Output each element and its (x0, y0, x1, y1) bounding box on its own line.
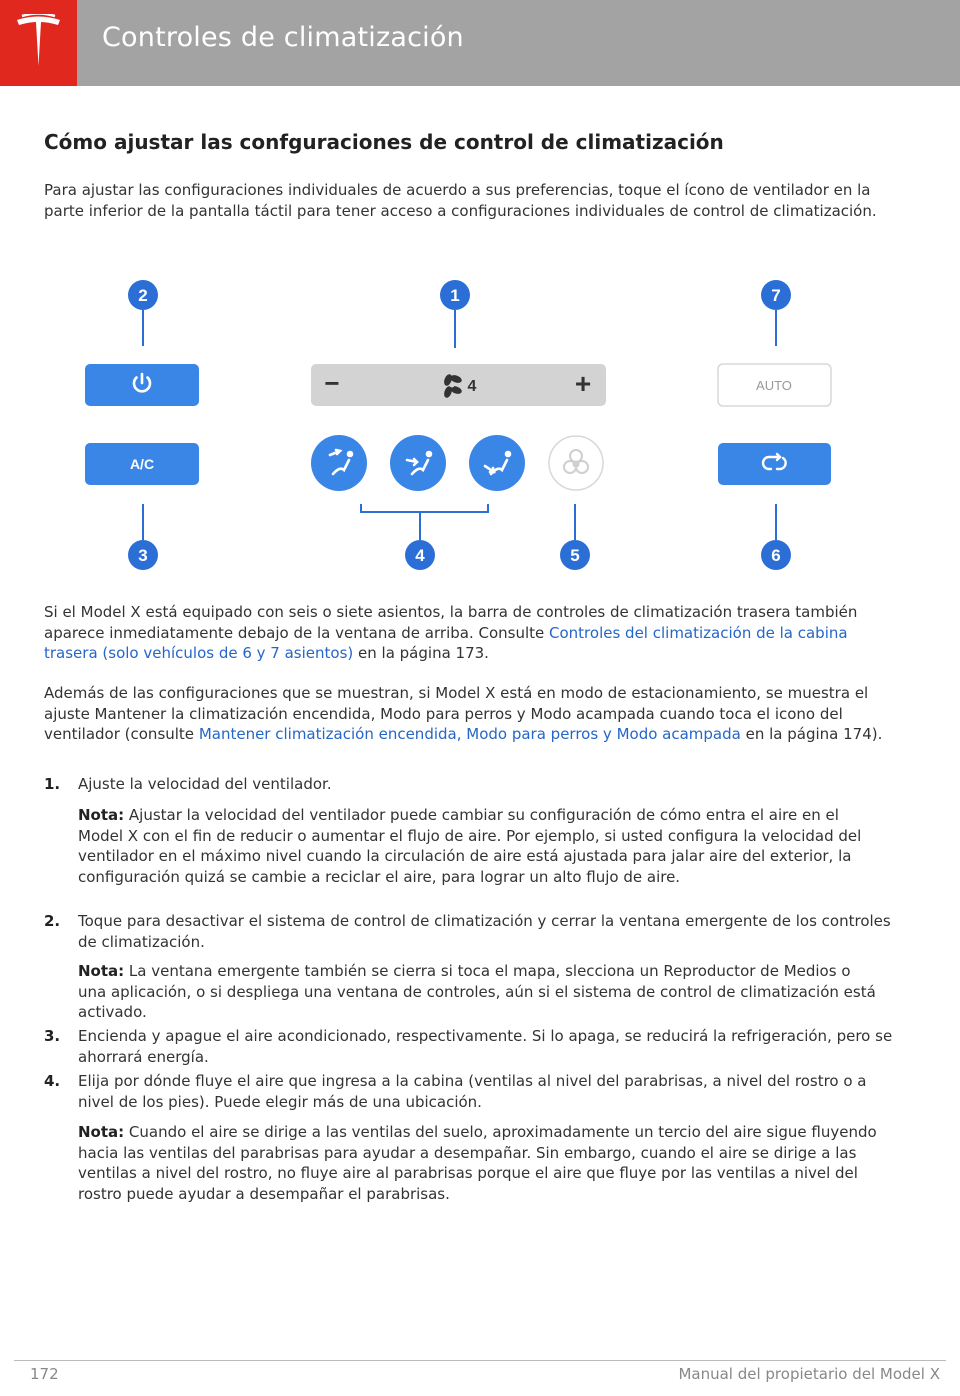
bioweapon-defense-button (549, 436, 603, 490)
fan-plus-label: + (574, 368, 592, 399)
callout-6-label: 6 (771, 546, 781, 565)
airflow-windshield-button (311, 435, 367, 491)
callout-7 (761, 280, 791, 310)
list-number: 3. (44, 1027, 61, 1045)
paragraph-text: Si el Model X está equipado con seis o siete asientos, la barra de controles de climatización trasera también aparece inmediatamente debajo de la ventana de arriba. Consulte (44, 603, 858, 642)
paragraph-text: en la página 174). (740, 725, 883, 743)
list-number: 2. (44, 912, 61, 930)
list-text: Ajuste la velocidad del ventilador. (78, 775, 332, 793)
paragraph-text: en la página 173. (353, 644, 489, 662)
note-label: Nota: (78, 1123, 125, 1141)
paragraph-rear-controls (44, 602, 904, 664)
airflow-face-button (390, 435, 446, 491)
list-number: 1. (44, 775, 61, 793)
list-text: Encienda y apague el aire acondicionado, respectivamente. Si lo apaga, se reducirá la refrigeración, pero se ahorrará energía. (78, 1027, 893, 1066)
callout-1-label: 1 (450, 286, 460, 305)
fan-speed-bar (311, 364, 606, 406)
callout-5-label: 5 (570, 546, 580, 565)
list-item (44, 1026, 904, 1067)
list-item (44, 774, 904, 795)
link-keep-climate-on[interactable]: Mantener climatización encendida, Modo para perros y Modo acampada (198, 725, 741, 743)
list-text: Toque para desactivar el sistema de control de climatización y cerrar la ventana emergente de los controles de climatización. (78, 912, 891, 951)
ac-button (85, 443, 199, 485)
list-text: Elija por dónde fluye el aire que ingresa a la cabina (ventilas al nivel del parabrisas, a nivel del rostro o a nivel de los pies). Puede elegir más de una ubicación. (78, 1072, 867, 1111)
callout-4 (405, 540, 435, 570)
note-fan-speed (78, 805, 878, 887)
callout-2-label: 2 (138, 286, 148, 305)
callout-7-label: 7 (771, 286, 781, 305)
callout-2 (128, 280, 158, 310)
auto-button (718, 364, 831, 406)
link-rear-climate-controls[interactable]: Controles del climatización de la cabina trasera (solo vehículos de 6 y 7 asientos) (44, 623, 848, 662)
callout-6 (761, 540, 791, 570)
note-label: Nota: (78, 962, 125, 980)
page-header (0, 0, 960, 86)
intro-paragraph: Para ajustar las configuraciones individuales de acuerdo a sus preferencias, toque el ícono de ventilador en la parte inferior de la pantalla táctil para tener acceso a configuraciones individuales de control de climatización. (44, 181, 877, 220)
power-button (85, 364, 199, 406)
recirculate-button (718, 443, 831, 485)
climate-controls-diagram (0, 270, 960, 580)
list-number: 4. (44, 1072, 61, 1090)
list-item (44, 1071, 904, 1112)
fan-level: 4 (467, 378, 477, 395)
airflow-feet-button (469, 435, 525, 491)
footer-divider (14, 1360, 946, 1361)
note-popup-close (78, 961, 878, 1023)
ac-label: A/C (129, 456, 155, 472)
paragraph-text: Además de las configuraciones que se muestran, si Model X está en modo de estacionamiento, se muestra el ajuste Mantener la climatización encendida, Modo para perros y Modo acampada cuando toca el icono del ventilador (consulte (44, 684, 869, 743)
footer-manual-title: Manual del propietario del Model X (678, 1365, 940, 1383)
callout-1 (440, 280, 470, 310)
tesla-logo-icon (14, 14, 63, 72)
note-text: La ventana emergente también se cierra si toca el mapa, slecciona un Reproductor de Medios o una aplicación, o si despliega una ventana de controles, aún si el sistema de control de climatización está activado. (78, 962, 876, 1021)
brand-logo-box (0, 0, 77, 86)
note-label: Nota: (78, 806, 125, 824)
list-item (44, 911, 904, 952)
note-text: Ajustar la velocidad del ventilador puede cambiar su configuración de cómo entra el aire en el Model X con el fin de reducir o aumentar el flujo de aire. Por ejemplo, si usted configura la velocidad del ventilador en el máximo nivel cuando la circulación de aire está ajustada para jalar aire del exterior, la configuración quizá se cambie a reciclar el aire, para lograr un alto flujo de aire. (78, 806, 862, 886)
note-text: Cuando el aire se dirige a las ventilas del suelo, aproximadamente un tercio del aire sigue fluyendo hacia las ventilas del parabrisas para ayudar a desempañar. Sin embargo, cuando el aire se dirige a las ventilas a nivel del rostro, no fluye aire al parabrisas porque el aire que fluye por las ventilas a nivel del rostro puede ayudar a desempañar el parabrisas. (78, 1123, 877, 1203)
note-floor-vents (78, 1122, 878, 1204)
page-number: 172 (30, 1365, 59, 1383)
callout-4-label: 4 (415, 546, 425, 565)
fan-minus-label: − (324, 368, 340, 398)
section-title: Cómo ajustar las confguraciones de control de climatización (44, 130, 724, 154)
callout-3 (128, 540, 158, 570)
auto-label: AUTO (756, 378, 792, 393)
callout-5 (560, 540, 590, 570)
paragraph-park-modes (44, 683, 904, 745)
header-title: Controles de climatización (102, 22, 464, 53)
callout-3-label: 3 (138, 546, 148, 565)
